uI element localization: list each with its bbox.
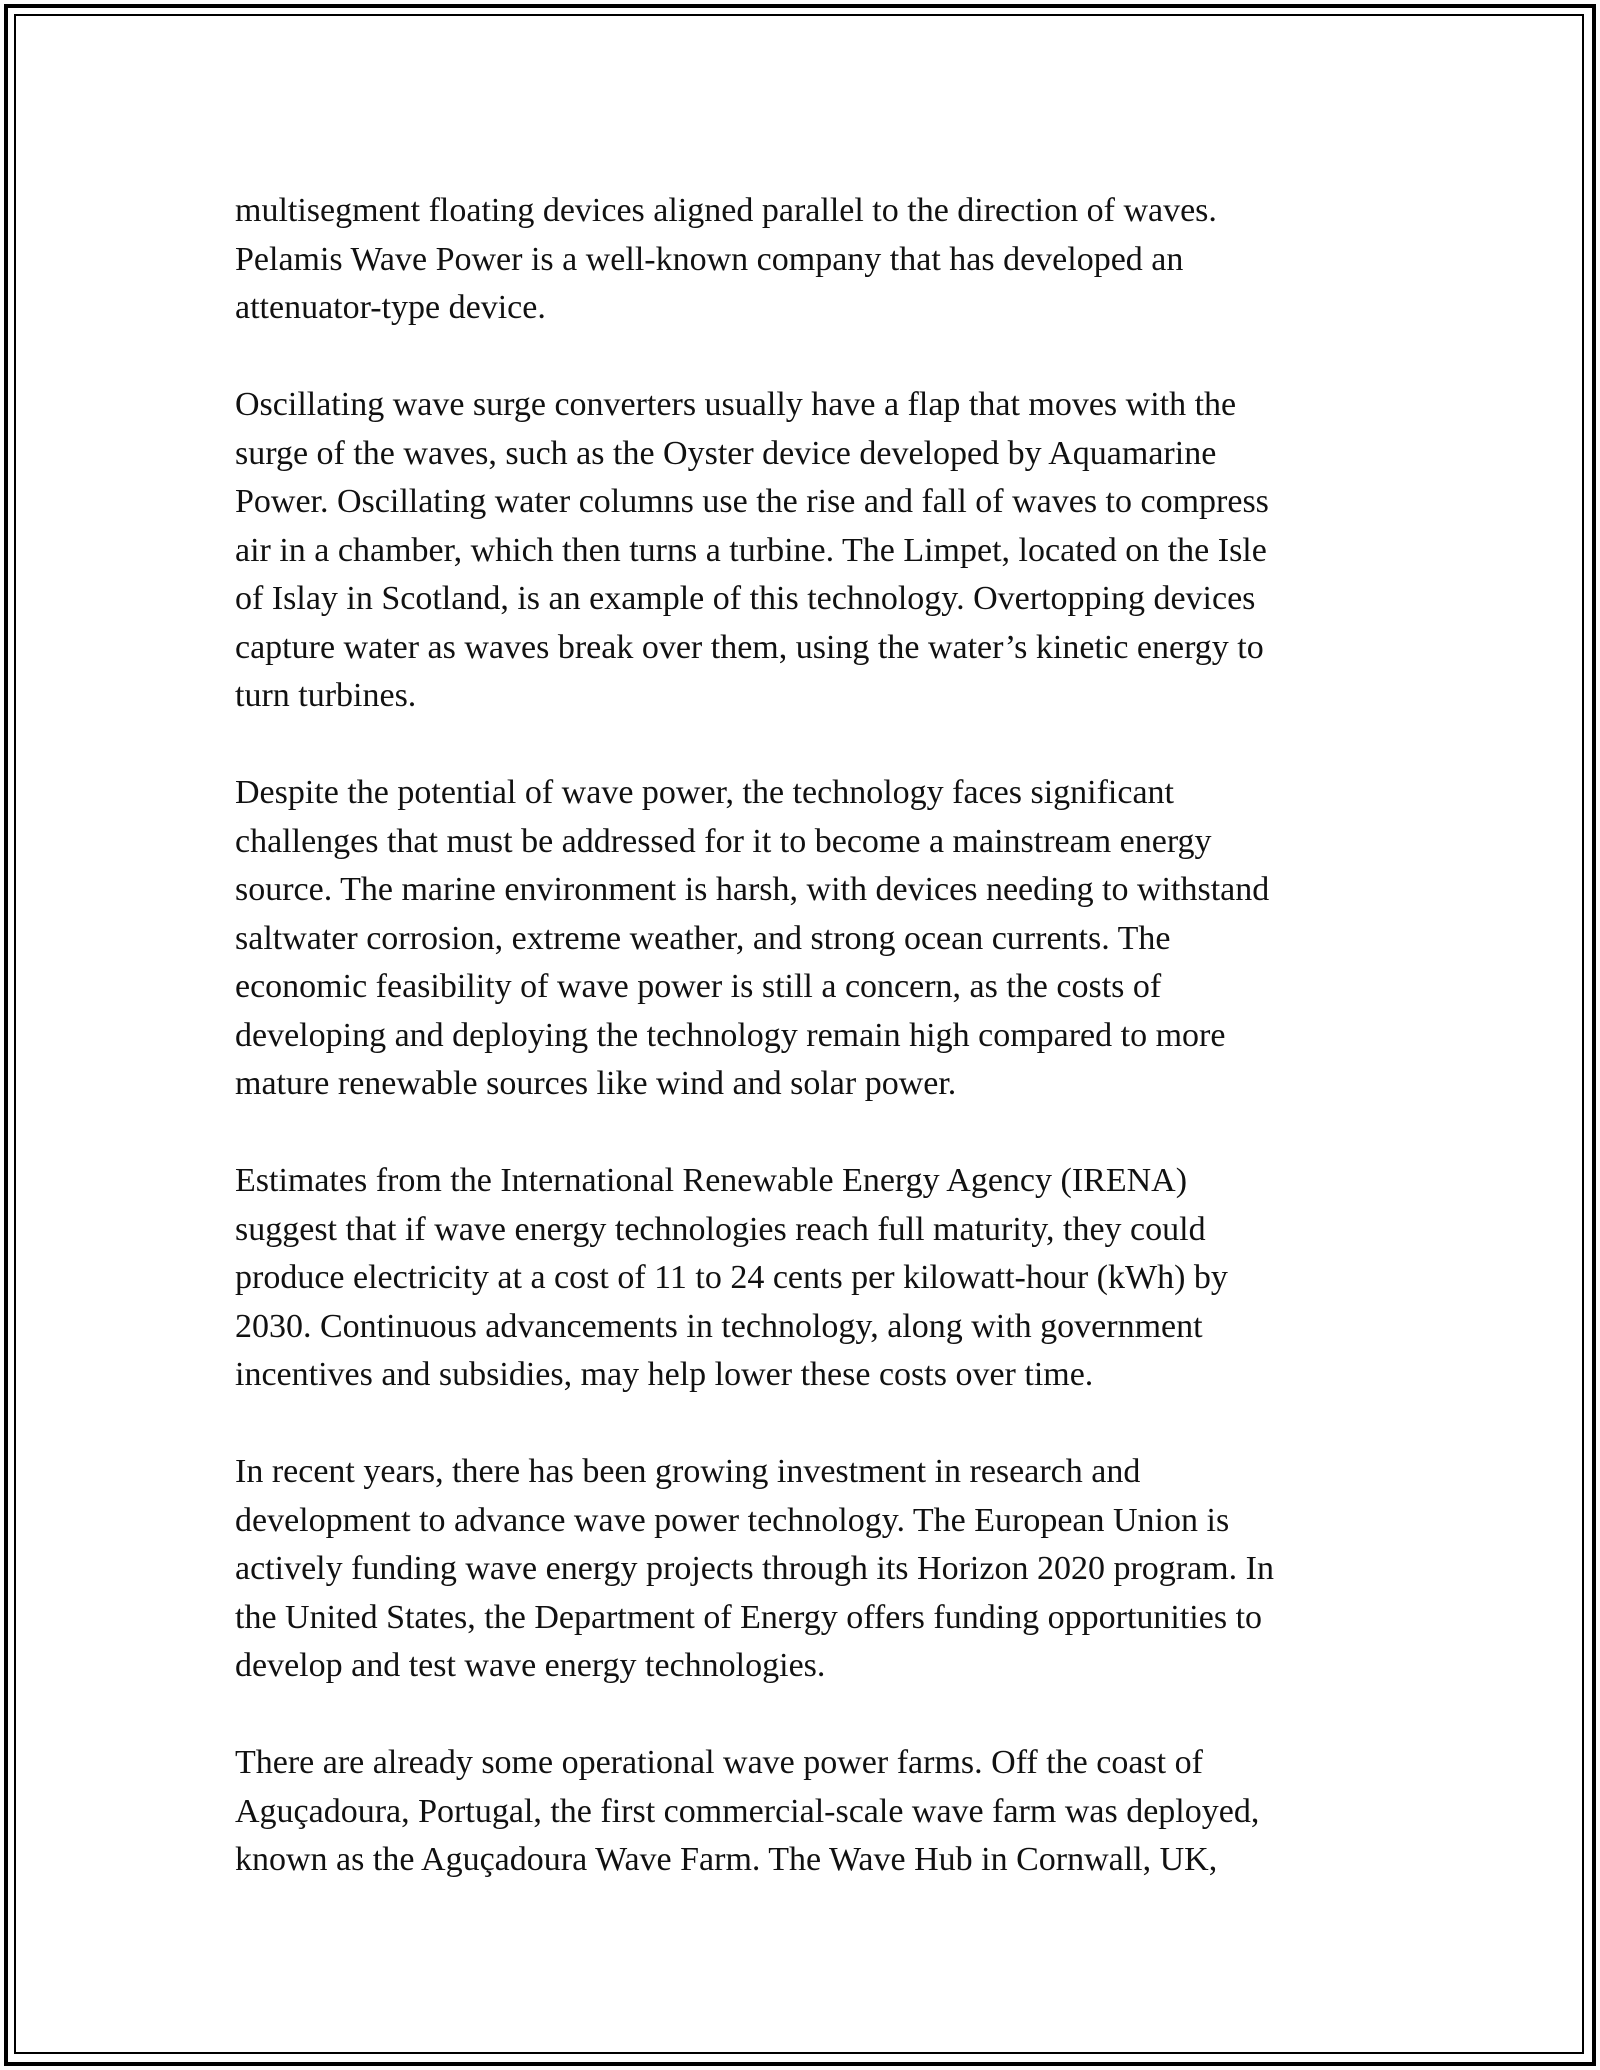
text-line: Oscillating wave surge converters usually have a flap that moves with the bbox=[235, 386, 1237, 423]
text-line: produce electricity at a cost of 11 to 24 cents per kilowatt-hour (kWh) by bbox=[235, 1259, 1228, 1296]
text-line: turn turbines. bbox=[235, 677, 417, 714]
text-line: mature renewable sources like wind and solar power. bbox=[235, 1065, 957, 1102]
paragraph-converters bbox=[235, 381, 1365, 721]
text-line: of Islay in Scotland, is an example of this technology. Overtopping devices bbox=[235, 580, 1256, 617]
text-line: develop and test wave energy technologies. bbox=[235, 1647, 826, 1684]
text-line: 2030. Continuous advancements in technology, along with government bbox=[235, 1307, 1203, 1345]
text-line: There are already some operational wave power farms. Off the coast of bbox=[235, 1744, 1203, 1781]
text-line: the United States, the Department of Energy offers funding opportunities to bbox=[235, 1598, 1263, 1636]
paragraph-investment bbox=[235, 1448, 1365, 1691]
text-line: Power. Oscillating water columns use the rise and fall of waves to compress bbox=[235, 483, 1269, 520]
text-line: economic feasibility of wave power is still a concern, as the costs of bbox=[235, 968, 1162, 1005]
text-line: air in a chamber, which then turns a turbine. The Limpet, located on the Isle bbox=[235, 531, 1267, 569]
paragraph-challenges bbox=[235, 769, 1365, 1109]
text-line: multisegment floating devices aligned parallel to the direction of waves. bbox=[235, 192, 1217, 229]
document-body bbox=[235, 187, 1365, 1933]
text-line: surge of the waves, such as the Oyster device developed by Aquamarine bbox=[235, 434, 1217, 472]
text-line: development to advance wave power technology. The European Union is bbox=[235, 1501, 1230, 1539]
paragraph-attenuators bbox=[235, 187, 1365, 333]
text-line: saltwater corrosion, extreme weather, and strong ocean currents. The bbox=[235, 919, 1171, 957]
paragraph-wave-farms bbox=[235, 1739, 1365, 1885]
text-line: attenuator-type device. bbox=[235, 289, 546, 326]
text-line: Estimates from the International Renewable Energy Agency (IRENA) bbox=[235, 1162, 1188, 1199]
text-line: In recent years, there has been growing investment in research and bbox=[235, 1453, 1141, 1490]
text-line: suggest that if wave energy technologies reach full maturity, they could bbox=[235, 1210, 1206, 1248]
text-line: Pelamis Wave Power is a well-known company that has developed an bbox=[235, 240, 1184, 278]
text-line: incentives and subsidies, may help lower these costs over time. bbox=[235, 1356, 1094, 1393]
text-line: source. The marine environment is harsh, with devices needing to withstand bbox=[235, 871, 1270, 908]
text-line: Aguçadoura, Portugal, the first commercial-scale wave farm was deployed, bbox=[235, 1792, 1260, 1830]
text-line: known as the Aguçadoura Wave Farm. The Wave Hub in Cornwall, UK, bbox=[235, 1841, 1218, 1878]
text-line: capture water as waves break over them, using the water’s kinetic energy to bbox=[235, 628, 1264, 666]
text-line: challenges that must be addressed for it to become a mainstream energy bbox=[235, 822, 1212, 860]
paragraph-irena-estimates bbox=[235, 1157, 1365, 1400]
text-line: Despite the potential of wave power, the technology faces significant bbox=[235, 774, 1174, 811]
text-line: actively funding wave energy projects through its Horizon 2020 program. In bbox=[235, 1550, 1274, 1587]
text-line: developing and deploying the technology remain high compared to more bbox=[235, 1016, 1226, 1054]
